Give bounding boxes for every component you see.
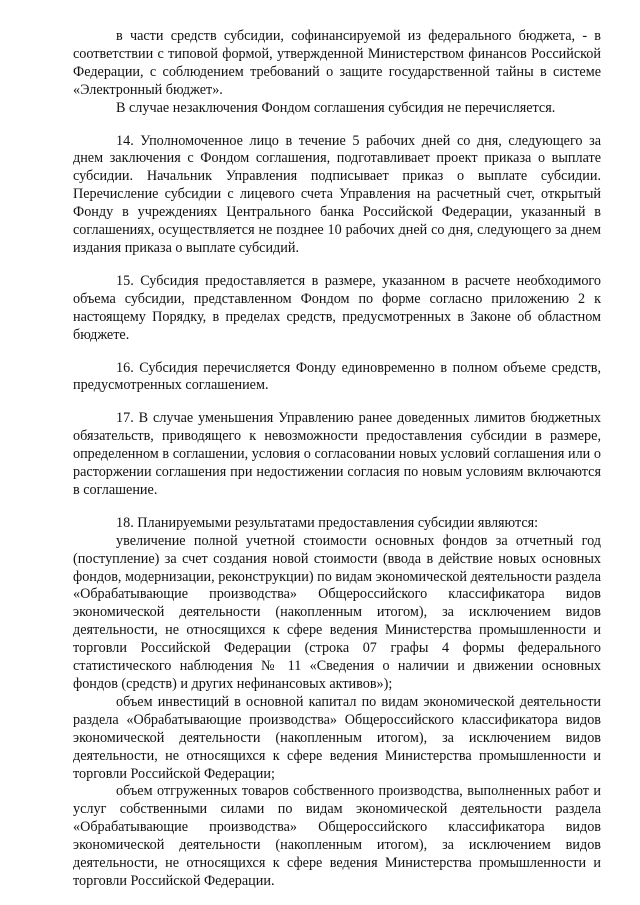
document-page	[73, 28, 601, 891]
paragraph-18: 18. Планируемыми результатами предоставления субсидии являются:	[116, 514, 539, 531]
list-item-fixed-assets: увеличение полной учетной стоимости основных фондов за отчетный год (поступление) за счет создания новой стоимости (ввода в действие новых основных фондов, модернизации, реконструкции) по видам экономической деятельности раздела «Обрабатывающие производства» Общероссийского классификатора видов экономической деятельности (накопленным итогом), за исключением видов деятельности, не относящихся к сфере ведения Министерства промышленности и торговли Российской Федерации (строка 07 графы 4 формы федерального статистического наблюдения № 11 «Сведения о наличии и движении основных фондов (средств) и других нефинансовых активов»);	[73, 532, 601, 692]
paragraph-no-agreement: В случае незаключения Фондом соглашения субсидия не перечисляется.	[116, 99, 556, 116]
list-item-investments: объем инвестиций в основной капитал по видам экономической деятельности раздела «Обрабатывающие производства» Общероссийского классификатора видов экономической деятельности (накопленным итогом), за исключением видов деятельности, не относящихся к сфере ведения Министерства промышленности и торговли Российской Федерации;	[73, 693, 601, 782]
paragraph-subsidy-federal: в части средств субсидии, софинансируемой из федерального бюджета, - в соответствии с типовой формой, утвержденной Министерством финансов Российской Федерации, с соблюдением требований о защите государственной тайны в системе «Электронный бюджет».	[73, 28, 601, 98]
list-item-shipped-goods: объем отгруженных товаров собственного производства, выполненных работ и услуг собственными силами по видам экономической деятельности раздела «Обрабатывающие производства» Общероссийского классификатора видов экономической деятельности (накопленным итогом), за исключением видов деятельности, не относящихся к сфере ведения Министерства промышленности и торговли Российской Федерации.	[73, 783, 601, 889]
paragraph-17: 17. В случае уменьшения Управлению ранее доведенных лимитов бюджетных обязательств, приводящего к невозможности предоставления субсидии в размере, определенном в соглашении, условия о согласовании новых условий соглашения или о расторжении соглашения при недостижении согласия по новым условиям включаются в соглашение.	[73, 410, 601, 498]
paragraph-16: 16. Субсидия перечисляется Фонду единовременно в полном объеме средств, предусмотренных соглашением.	[73, 359, 601, 394]
paragraph-14: 14. Уполномоченное лицо в течение 5 рабочих дней со дня, следующего за днем заключения с Фондом соглашения, подготавливает проект приказа о выплате субсидии. Начальник Управления подписывает приказ о выплате субсидии. Перечисление субсидии с лицевого счета Управления на расчетный счет, открытый Фонду в учреждениях Центрального банка Российской Федерации, указанный в соглашениях, осуществляется не позднее 10 рабочих дней со дня, следующего за днем издания приказа о выплате субсидий.	[73, 132, 601, 256]
paragraph-15: 15. Субсидия предоставляется в размере, указанном в расчете необходимого объема субсидии, представленном Фондом по форме согласно приложению 2 к настоящему Порядку, в пределах средств, предусмотренных в Законе об областном бюджете.	[73, 272, 601, 343]
